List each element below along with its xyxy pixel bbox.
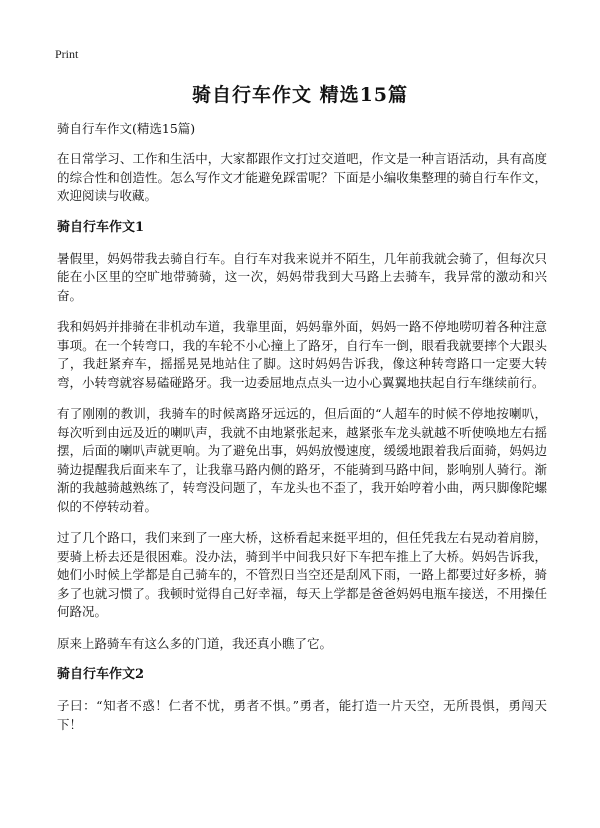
section1-paragraph: 原来上路骑车有这么多的门道，我还真小瞧了它。 xyxy=(57,635,333,651)
page-title: 骑自行车作文 精选15篇 xyxy=(191,84,409,106)
print-label[interactable]: Print xyxy=(55,47,79,61)
section-heading-2: 骑自行车作文2 xyxy=(57,667,145,682)
section-heading-1: 骑自行车作文1 xyxy=(57,219,145,235)
section1-paragraph: 我和妈妈并排骑在非机动车道，我靠里面，妈妈靠外面，妈妈一路不停地唠叨着各种注意事项。在一个转弯口，我的车轮不小心撞上了路牙，自行车一倒，眼看我就要摔个大跟头了，我赶紧弃车，摇摇晃晃地站住了脚。这时妈妈告诉我，像这种转弯路口一定要大转弯，小转弯就容易磕碰路牙。我一边委屈地点点头一边小心翼翼地扶起自行车继续前行。 xyxy=(57,319,547,390)
section1-paragraph: 过了几个路口，我们来到了一座大桥，这桥看起来挺平坦的，但任凭我左右晃动着肩膀，要骑上桥去还是很困难。没办法，骑到半中间我只好下车把车推上了大桥。妈妈告诉我，她们小时候上学都是自己骑车的，不管烈日当空还是刮风下雨，一路上都要过好多桥，骑多了也就习惯了。我顿时觉得自己好幸福，每天上学都是爸爸妈妈电瓶车接送，不用操任何路况。 xyxy=(57,530,547,619)
section1-paragraph: 有了刚刚的教训，我骑车的时候离路牙远远的，但后面的“人超车的时候不停地按喇叭，每次听到由远及近的喇叭声，我就不由地紧张起来，越紧张车龙头就越不听使唤地左右摇摆，后面的喇叭声就更响。为了避免出事，妈妈放慢速度，缓缓地跟着我后面骑，妈妈边骑边提醒我后面来车了，让我靠马路内侧的路牙，不能骑到马路中间，影响别人骑行。渐渐的我越骑越熟练了，转弯没问题了，车龙头也不歪了，我开始哼着小曲，两只脚像陀螺似的不停转动着。 xyxy=(57,406,547,514)
section1-paragraph: 暑假里，妈妈带我去骑自行车。自行车对我来说并不陌生，几年前我就会骑了，但每次只能在小区里的空旷地带骑骑，这一次，妈妈带我到大马路上去骑车，我异常的激动和兴奋。 xyxy=(57,250,547,303)
document-subtitle: 骑自行车作文(精选15篇) xyxy=(57,121,196,136)
intro-paragraph: 在日常学习、工作和生活中，大家都跟作文打过交道吧，作文是一种言语活动，具有高度的综合性和创造性。怎么写作文才能避免踩雷呢？下面是小编收集整理的骑自行车作文，欢迎阅读与收藏。 xyxy=(57,151,547,203)
document-body xyxy=(57,120,547,747)
section2-paragraph: 子曰：“知者不惑！仁者不忧，勇者不惧。”勇者，能打造一片天空，无所畏惧，勇闯天下！ xyxy=(57,698,547,732)
